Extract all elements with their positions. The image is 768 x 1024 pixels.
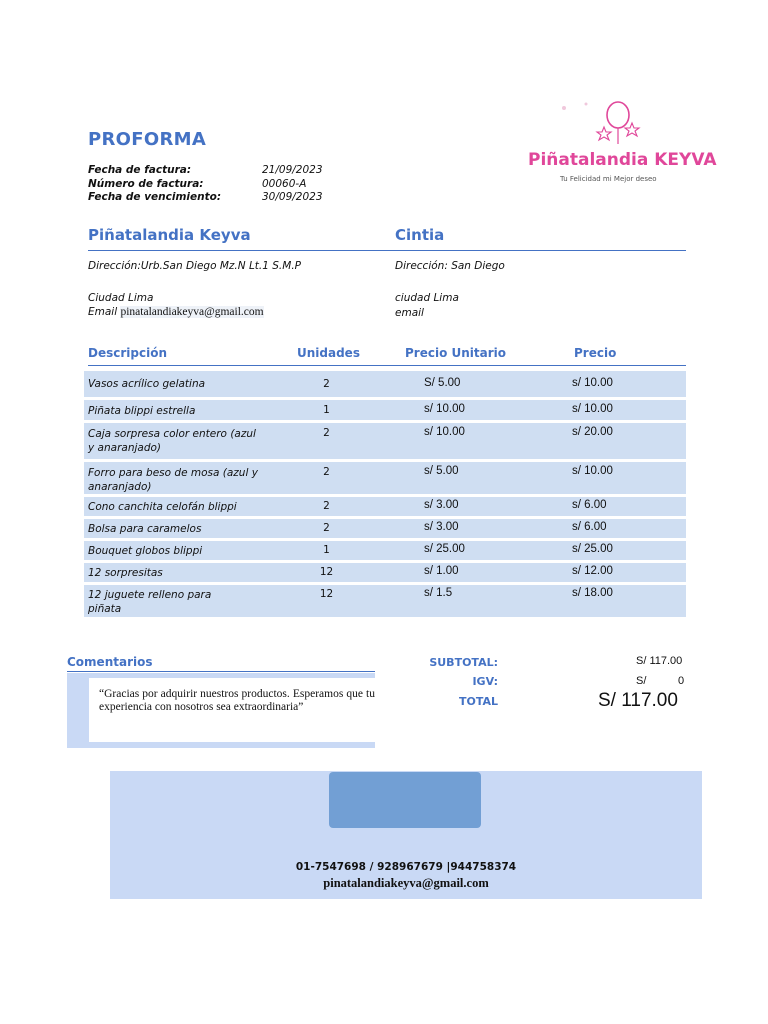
item-description: Piñata blippi estrella: [88, 405, 196, 417]
item-unit-price: s/ 10.00: [424, 403, 465, 415]
item-unit-price: s/ 3.00: [424, 499, 459, 511]
item-price: s/ 10.00: [572, 403, 613, 415]
table-row: [84, 371, 686, 397]
seller-city: Ciudad Lima: [88, 292, 154, 304]
item-description: Cono canchita celofán blippi: [88, 501, 237, 513]
igv-value: 0: [678, 675, 685, 687]
footer-banner-box: [329, 772, 481, 828]
meta-row-number: [88, 178, 323, 192]
comments-title: Comentarios: [67, 655, 153, 669]
subtotal-value: S/ 117.00: [636, 655, 683, 667]
footer-phones: 01-7547698 / 928967679 |944758374: [295, 861, 517, 873]
item-price: s/ 6.00: [572, 499, 607, 511]
items-table: [84, 371, 686, 620]
item-description: 12 sorpresitas: [88, 567, 163, 579]
meta-row-date: [88, 164, 323, 178]
item-description: Vasos acrílico gelatina: [88, 378, 206, 390]
item-price: s/ 10.00: [572, 377, 613, 389]
item-unit-price: S/ 5.00: [424, 377, 461, 389]
item-quantity: 12: [319, 566, 334, 578]
table-header-divider: [88, 365, 686, 366]
column-header-description: Descripción: [88, 346, 167, 360]
item-unit-price: s/ 1.5: [424, 587, 453, 599]
item-price: s/ 20.00: [572, 426, 613, 438]
balloon-icon: [526, 98, 698, 150]
meta-label: Número de factura:: [88, 177, 204, 190]
table-row: [84, 497, 686, 516]
meta-label: Fecha de vencimiento:: [88, 191, 222, 203]
item-price: s/ 10.00: [572, 465, 613, 477]
comments-text: “Gracias por adquirir nuestros productos. Esperamos que tu experiencia con nosotros sea extraordinaria”: [99, 688, 375, 713]
table-row: [84, 423, 686, 459]
document-title: PROFORMA: [88, 129, 207, 150]
meta-value: 21/09/2023: [262, 164, 323, 176]
item-price: s/ 12.00: [572, 565, 613, 577]
item-unit-price: s/ 1.00: [424, 565, 459, 577]
item-description: 12 juguete relleno para piñata: [88, 589, 212, 615]
item-quantity: 2: [323, 466, 330, 478]
logo-name: Piñatalandia KEYVA: [528, 150, 717, 170]
meta-label: Fecha de factura:: [88, 164, 192, 176]
comments-divider: [67, 671, 375, 672]
client-name: Cintia: [395, 226, 445, 244]
seller-email-value: pinatalandiakeyva@gmail.com: [120, 306, 264, 318]
table-row: [84, 585, 686, 617]
comments-panel: [89, 678, 375, 742]
item-unit-price: s/ 5.00: [424, 465, 459, 477]
logo-tagline: Tu Felicidad mi Mejor deseo: [560, 175, 657, 183]
table-row: [84, 519, 686, 538]
item-unit-price: s/ 25.00: [424, 543, 465, 555]
item-quantity: 1: [323, 404, 330, 416]
column-header-units: Unidades: [297, 346, 360, 360]
invoice-meta: [88, 164, 323, 205]
meta-value: 00060-A: [262, 177, 307, 190]
seller-address: Dirección:Urb.San Diego Mz.N Lt.1 S.M.P: [88, 260, 301, 272]
item-quantity: 2: [323, 427, 330, 439]
item-unit-price: s/ 3.00: [424, 521, 459, 533]
company-logo: [526, 98, 717, 190]
item-price: s/ 25.00: [572, 543, 613, 555]
seller-name: Piñatalandia Keyva: [88, 226, 251, 244]
item-quantity: 2: [323, 500, 330, 512]
subtotal-label: SUBTOTAL:: [429, 656, 498, 669]
client-address: Dirección: San Diego: [395, 260, 505, 272]
total-label: TOTAL: [458, 695, 498, 708]
item-quantity: 2: [323, 522, 330, 534]
meta-value: 30/09/2023: [262, 191, 323, 203]
footer-panel: [110, 771, 702, 899]
item-price: s/ 18.00: [572, 587, 613, 599]
item-description: Forro para beso de mosa (azul y anaranjado): [88, 467, 258, 493]
item-description: Caja sorpresa color entero (azul y anaranjado): [88, 428, 256, 454]
footer-email: pinatalandiakeyva@gmail.com: [323, 876, 489, 890]
item-quantity: 2: [323, 378, 330, 390]
item-description: Bolsa para caramelos: [88, 523, 202, 535]
table-row: [84, 400, 686, 420]
igv-currency: S/: [636, 675, 647, 687]
table-row: [84, 541, 686, 560]
item-unit-price: s/ 10.00: [424, 426, 465, 438]
table-row: [84, 563, 686, 582]
client-city: ciudad Lima: [395, 292, 459, 304]
seller-email-label: Email: [88, 306, 118, 318]
party-divider: [88, 250, 686, 251]
total-value: S/ 117.00: [598, 690, 678, 711]
table-row: [84, 462, 686, 494]
client-email: email: [395, 307, 424, 319]
seller-email: [88, 306, 264, 318]
column-header-price: Precio: [574, 346, 617, 360]
item-price: s/ 6.00: [572, 521, 607, 533]
comments-box: [67, 673, 375, 748]
item-quantity: 1: [323, 544, 330, 556]
igv-label: IGV:: [472, 675, 498, 688]
meta-row-due: [88, 191, 323, 205]
item-description: Bouquet globos blippi: [88, 545, 203, 557]
item-quantity: 12: [319, 588, 334, 600]
column-header-unit-price: Precio Unitario: [405, 346, 507, 360]
